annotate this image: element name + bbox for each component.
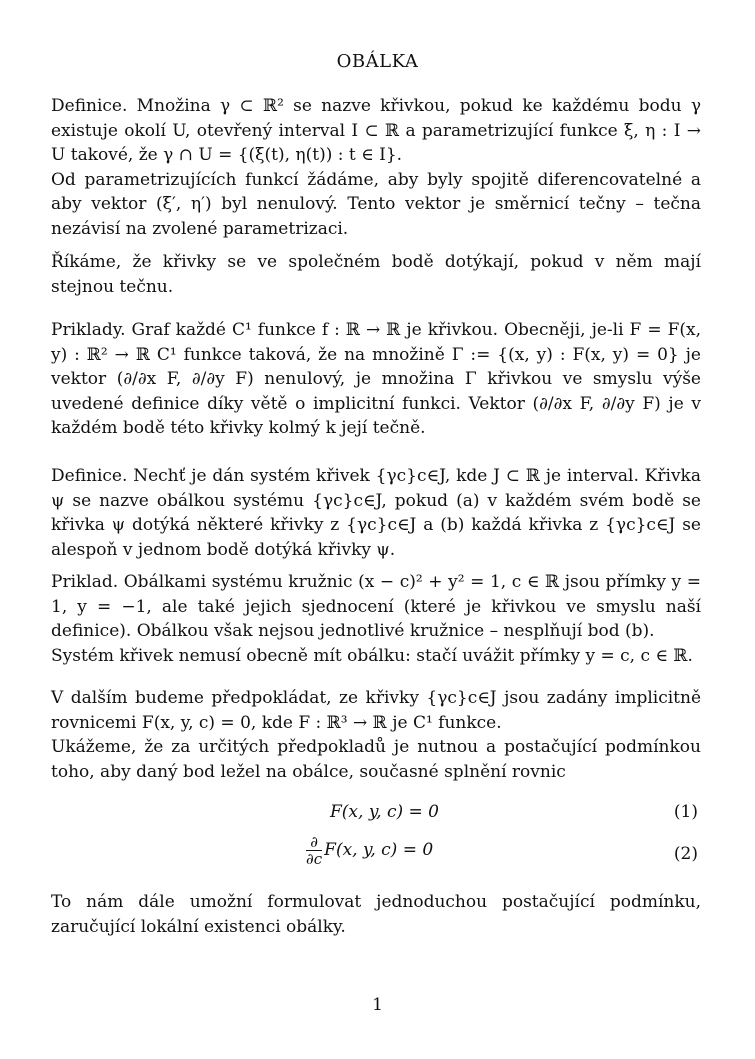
definition-touch xyxy=(51,250,701,299)
equation-1 xyxy=(0,800,755,830)
paragraph-examples: Priklady. Graf každé C¹ funkce f : ℝ → ℝ je křivkou. Obecněji, je-li F = F(x, y) : ℝ² → ℝ C¹ funkce taková, že na množině Γ := {(x, y) : F(x, y) = 0} je vektor (∂/∂x F, ∂/∂y F) nenulový, je množina Γ křivkou ve smyslu výše uvedené definice díky větě o implicitní funkci. Vektor (∂/∂x F, ∂/∂y F) je v každém bodě této křivky kolmý k její tečně. xyxy=(51,320,701,438)
partial-derivative-fraction xyxy=(306,834,322,867)
equation-2-expression xyxy=(306,834,433,867)
equation-1-number: (1) xyxy=(673,802,698,822)
equation-1-expression: F(x, y, c) = 0 xyxy=(330,802,439,822)
paragraph-assumption: V dalším budeme předpokládat, ze křivky {γc}c∈J jsou zadány implicitně rovnicemi F(x, y, c) = 0, kde F : ℝ³ → ℝ je C¹ funkce. xyxy=(51,688,701,733)
fraction-denominator: ∂c xyxy=(306,850,323,868)
paragraph-conclusion: To nám dále umožní formulovat jednoduchou postačující podmínku, zaručující lokální existenci obálky. xyxy=(51,892,701,937)
paragraph-envelope-definition: Definice. Nechť je dán systém křivek {γc}c∈J, kde J ⊂ ℝ je interval. Křivka ψ se nazve obálkou systému {γc}c∈J, pokud (a) v každém svém bodě se křivka ψ dotýká některé křivky z {γc}c∈J a (b) každá křivka z {γc}c∈J se alespoň v jednom bodě dotýká křivky ψ. xyxy=(51,466,701,560)
examples-section xyxy=(51,318,701,441)
equation-2-number: (2) xyxy=(673,844,698,864)
page-number: 1 xyxy=(372,995,383,1015)
paragraph-definition-curve: Definice. Množina γ ⊂ ℝ² se nazve křivkou, pokud ke každému bodu γ existuje okolí U, otevřený interval I ⊂ ℝ a parametrizující funkce ξ, η : I → U takové, že γ ∩ U = {(ξ(t), η(t)) : t ∈ I}. xyxy=(51,96,701,165)
paragraph-example-circles: Priklad. Obálkami systému kružnic (x − c)² + y² = 1, c ∈ ℝ jsou přímky y = 1, y = −1, ale také jejich sjednocení (které je křivkou ve smyslu naší definice). Obálkou však nejsou jednotlivé kružnice – nesplňují bod (b). xyxy=(51,572,701,641)
definition-curve xyxy=(51,94,701,241)
paragraph-parametrization: Od parametrizujících funkcí žádáme, aby byly spojitě diferencovatelné a aby vektor (ξ′, η′) byl nenulový. Tento vektor je směrnicí tečny – tečna nezávisí na zvolené parametrizaci. xyxy=(51,169,701,239)
paragraph-touch: Říkáme, že křivky se ve společném bodě dotýkají, pokud v něm mají stejnou tečnu. xyxy=(51,252,701,297)
equation-2 xyxy=(0,833,755,878)
paragraph-no-envelope: Systém křivek nemusí obecně mít obálku: stačí uvážit přímky y = c, c ∈ ℝ. xyxy=(51,645,693,666)
definition-envelope xyxy=(51,464,701,562)
equation-2-body: F(x, y, c) = 0 xyxy=(324,840,434,860)
conclusion-section xyxy=(51,890,701,939)
example-circles xyxy=(51,570,701,668)
assumption-section xyxy=(51,686,701,784)
paragraph-necessary-condition: Ukážeme, že za určitých předpokladů je nutnou a postačující podmínkou toho, aby daný bod ležel na obálce, současné splnění rovnic xyxy=(51,737,701,782)
fraction-numerator: ∂ xyxy=(306,834,322,851)
page-title: OBÁLKA xyxy=(336,51,419,72)
